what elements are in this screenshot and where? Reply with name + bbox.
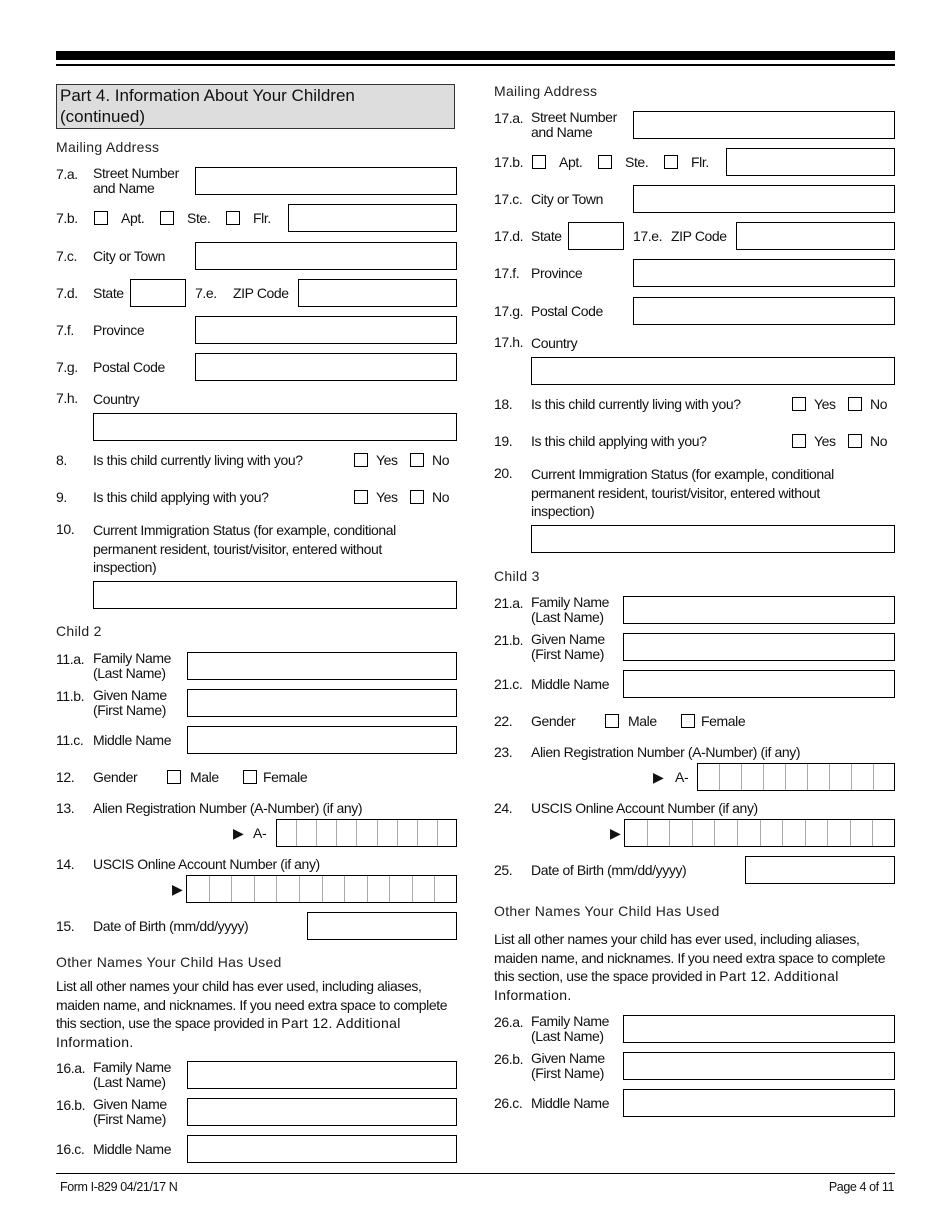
field-label-line: (Last Name) bbox=[531, 1028, 604, 1044]
item-number-14: 14. bbox=[56, 856, 75, 872]
uscis-account-input[interactable] bbox=[186, 875, 457, 903]
input-17-b-number[interactable] bbox=[726, 148, 895, 176]
instructions-paragraph bbox=[494, 930, 894, 1004]
page-number: Page 4 of 11 bbox=[828, 1180, 894, 1194]
checkbox-male[interactable] bbox=[605, 714, 619, 728]
checkbox-label-flr: Flr. bbox=[691, 154, 709, 170]
part-title: Part 4. Information About Your Children bbox=[60, 86, 355, 105]
state-label: State bbox=[93, 285, 124, 301]
header-rule-thick bbox=[56, 51, 895, 60]
digit-divider bbox=[209, 876, 210, 902]
digit-divider bbox=[741, 764, 742, 790]
field-label-line: Country bbox=[93, 391, 140, 407]
checkbox-yes[interactable] bbox=[792, 397, 806, 411]
input-21-c[interactable] bbox=[623, 670, 895, 698]
field-label-line: Given Name bbox=[531, 1050, 605, 1066]
input-26-a[interactable] bbox=[623, 1015, 895, 1043]
field-label-line: Given Name bbox=[93, 687, 167, 703]
digit-divider bbox=[805, 820, 806, 846]
item-number-13: 13. bbox=[56, 800, 75, 816]
question-label: Is this child currently living with you? bbox=[93, 452, 303, 468]
input-26-b[interactable] bbox=[623, 1052, 895, 1080]
input-11-c[interactable] bbox=[187, 726, 457, 754]
item-number-7-c: 7.c. bbox=[56, 248, 77, 264]
field-label-line: (First Name) bbox=[93, 702, 166, 718]
field-label bbox=[93, 390, 139, 409]
digit-divider bbox=[692, 820, 693, 846]
field-label: USCIS Online Account Number (if any) bbox=[531, 800, 758, 816]
item-number-26-a: 26.a. bbox=[494, 1014, 524, 1030]
item-number-zip: 17.e. bbox=[633, 228, 663, 244]
male-label: Male bbox=[628, 713, 657, 729]
digit-divider bbox=[782, 820, 783, 846]
field-label bbox=[93, 1097, 167, 1127]
checkbox-label-apt: Apt. bbox=[559, 154, 583, 170]
state-input[interactable] bbox=[568, 222, 624, 250]
gender-label: Gender bbox=[531, 713, 576, 729]
field-label: City or Town bbox=[531, 191, 603, 207]
checkbox-no[interactable] bbox=[410, 490, 424, 504]
arrow-icon: ▶ bbox=[172, 881, 183, 897]
a-number-prefix: A- bbox=[253, 825, 267, 841]
field-label-line: and Name bbox=[93, 180, 155, 196]
input-7-h[interactable] bbox=[93, 413, 457, 441]
digit-divider bbox=[827, 820, 828, 846]
field-label bbox=[531, 334, 577, 353]
input-10[interactable] bbox=[93, 581, 457, 609]
input-7-g[interactable] bbox=[195, 353, 457, 381]
digit-divider bbox=[851, 764, 852, 790]
digit-divider bbox=[389, 876, 390, 902]
digit-divider bbox=[231, 876, 232, 902]
question-label: Is this child currently living with you? bbox=[531, 396, 741, 412]
arrow-icon: ▶ bbox=[653, 769, 664, 785]
item-number-25: 25. bbox=[494, 862, 513, 878]
item-number-zip: 7.e. bbox=[195, 285, 217, 301]
section-subheading: Child 2 bbox=[56, 623, 102, 639]
digit-divider bbox=[647, 820, 648, 846]
checkbox-male[interactable] bbox=[167, 770, 181, 784]
field-label: Postal Code bbox=[93, 359, 165, 375]
checkbox-no[interactable] bbox=[848, 397, 862, 411]
field-label: Alien Registration Number (A-Number) (if any) bbox=[531, 744, 801, 760]
checkbox-female[interactable] bbox=[243, 770, 257, 784]
input-16-c[interactable] bbox=[187, 1135, 457, 1163]
gender-label: Gender bbox=[93, 769, 138, 785]
zip-code-input[interactable] bbox=[298, 279, 457, 307]
field-label-line: Street Number bbox=[531, 109, 617, 125]
field-label bbox=[531, 110, 617, 140]
digit-divider bbox=[417, 820, 418, 846]
state-label: State bbox=[531, 228, 562, 244]
digit-divider bbox=[850, 820, 851, 846]
digit-divider bbox=[785, 764, 786, 790]
input-20[interactable] bbox=[531, 525, 895, 553]
digit-divider bbox=[719, 764, 720, 790]
digit-divider bbox=[344, 876, 345, 902]
input-17-f[interactable] bbox=[633, 259, 895, 287]
a-number-input[interactable] bbox=[276, 819, 457, 847]
field-label-line: (Last Name) bbox=[93, 665, 166, 681]
item-number-26-c: 26.c. bbox=[494, 1095, 523, 1111]
part-heading bbox=[56, 84, 455, 129]
field-label-line: Country bbox=[531, 335, 578, 351]
instructions-text: List all other names your child has ever used, including aliases, maiden name, and nicknames. If you need extra space to complete this section, use the space provided in bbox=[56, 978, 448, 1031]
field-label-line: and Name bbox=[531, 124, 593, 140]
checkbox-no[interactable] bbox=[848, 434, 862, 448]
field-label-line: Street Number bbox=[93, 165, 179, 181]
digit-divider bbox=[669, 820, 670, 846]
checkbox-yes[interactable] bbox=[354, 490, 368, 504]
field-label bbox=[93, 651, 171, 681]
item-number-8: 8. bbox=[56, 452, 67, 468]
arrow-icon: ▶ bbox=[610, 825, 621, 841]
item-number-17-f: 17.f. bbox=[494, 265, 520, 281]
checkbox-label-ste: Ste. bbox=[625, 154, 649, 170]
no-label: No bbox=[870, 396, 888, 412]
field-label: Date of Birth (mm/dd/yyyy) bbox=[93, 918, 249, 934]
item-number-19: 19. bbox=[494, 433, 513, 449]
digit-divider bbox=[829, 764, 830, 790]
yes-label: Yes bbox=[376, 489, 398, 505]
part-continued: (continued) bbox=[60, 107, 146, 126]
input-17-c[interactable] bbox=[633, 185, 895, 213]
input-11-a[interactable] bbox=[187, 652, 457, 680]
checkbox-apt[interactable] bbox=[532, 155, 546, 169]
input-17-a[interactable] bbox=[633, 111, 895, 139]
item-number-22: 22. bbox=[494, 713, 513, 729]
field-label bbox=[93, 1060, 171, 1090]
input-7-b-number[interactable] bbox=[288, 204, 457, 232]
arrow-icon: ▶ bbox=[233, 825, 244, 841]
field-label: City or Town bbox=[93, 248, 165, 264]
digit-divider bbox=[276, 876, 277, 902]
no-label: No bbox=[432, 452, 450, 468]
digit-divider bbox=[299, 876, 300, 902]
digit-divider bbox=[367, 876, 368, 902]
field-label-line: inspection) bbox=[93, 559, 157, 575]
checkbox-yes[interactable] bbox=[354, 453, 368, 467]
field-label bbox=[531, 595, 609, 625]
uscis-account-input[interactable] bbox=[624, 819, 895, 847]
section-subheading: Other Names Your Child Has Used bbox=[494, 903, 720, 919]
field-label-line: Current Immigration Status (for example, conditional bbox=[93, 522, 396, 538]
input-17-h[interactable] bbox=[531, 357, 895, 385]
digit-divider bbox=[322, 876, 323, 902]
field-label: Middle Name bbox=[93, 732, 172, 748]
digit-divider bbox=[377, 820, 378, 846]
field-label: Middle Name bbox=[531, 676, 610, 692]
item-number-7-h: 7.h. bbox=[56, 390, 78, 406]
input-16-a[interactable] bbox=[187, 1061, 457, 1089]
field-label-line: permanent resident, tourist/visitor, entered without bbox=[93, 540, 382, 557]
checkbox-label-flr: Flr. bbox=[253, 210, 271, 226]
field-label: Province bbox=[93, 322, 145, 338]
item-number-16-c: 16.c. bbox=[56, 1141, 85, 1157]
field-label bbox=[93, 521, 396, 577]
instructions-paragraph bbox=[56, 977, 456, 1051]
field-label-line: (First Name) bbox=[531, 646, 604, 662]
digit-divider bbox=[434, 876, 435, 902]
field-label bbox=[531, 465, 834, 521]
female-label: Female bbox=[263, 769, 308, 785]
field-label: Alien Registration Number (A-Number) (if any) bbox=[93, 800, 363, 816]
field-label-line: permanent resident, tourist/visitor, entered without bbox=[531, 484, 820, 501]
digit-divider bbox=[397, 820, 398, 846]
digit-divider bbox=[763, 764, 764, 790]
field-label-line: Family Name bbox=[93, 650, 172, 666]
item-number-11-c: 11.c. bbox=[56, 732, 84, 748]
digit-divider bbox=[316, 820, 317, 846]
field-label: USCIS Online Account Number (if any) bbox=[93, 856, 320, 872]
checkbox-label-ste: Ste. bbox=[187, 210, 211, 226]
no-label: No bbox=[432, 489, 450, 505]
checkbox-ste[interactable] bbox=[598, 155, 612, 169]
male-label: Male bbox=[190, 769, 219, 785]
footer-rule bbox=[56, 1173, 895, 1174]
checkbox-female[interactable] bbox=[681, 714, 695, 728]
digit-divider bbox=[412, 876, 413, 902]
item-number-17-g: 17.g. bbox=[494, 303, 524, 319]
item-number-24: 24. bbox=[494, 800, 513, 816]
digit-divider bbox=[336, 820, 337, 846]
field-label bbox=[531, 1014, 609, 1044]
field-label-line: Given Name bbox=[93, 1096, 167, 1112]
field-label-line: Family Name bbox=[531, 1013, 610, 1029]
field-label-line: Given Name bbox=[531, 631, 605, 647]
field-label-line: (First Name) bbox=[93, 1111, 166, 1127]
item-number-11-b: 11.b. bbox=[56, 688, 85, 704]
part-12-reference: Part 12. Additional Information. bbox=[494, 968, 839, 1003]
checkbox-ste[interactable] bbox=[160, 211, 174, 225]
item-number-15: 15. bbox=[56, 918, 75, 934]
field-label: Middle Name bbox=[531, 1095, 610, 1111]
item-number-20: 20. bbox=[494, 465, 513, 481]
digit-divider bbox=[807, 764, 808, 790]
zip-label: ZIP Code bbox=[233, 285, 289, 301]
item-number-7-b: 7.b. bbox=[56, 210, 78, 226]
instructions-text: List all other names your child has ever used, including aliases, maiden name, and nicknames. If you need extra space to complete this section, use the space provided in bbox=[494, 931, 886, 984]
item-number-23: 23. bbox=[494, 744, 513, 760]
zip-label: ZIP Code bbox=[671, 228, 727, 244]
yes-label: Yes bbox=[814, 433, 836, 449]
field-label bbox=[531, 632, 605, 662]
field-label-line: Current Immigration Status (for example, conditional bbox=[531, 466, 834, 482]
field-label bbox=[93, 166, 179, 196]
no-label: No bbox=[870, 433, 888, 449]
field-label-line: (First Name) bbox=[531, 1065, 604, 1081]
field-label: Postal Code bbox=[531, 303, 603, 319]
digit-divider bbox=[714, 820, 715, 846]
item-number-10: 10. bbox=[56, 521, 75, 537]
digit-divider bbox=[737, 820, 738, 846]
state-input[interactable] bbox=[130, 279, 186, 307]
a-number-prefix: A- bbox=[675, 769, 689, 785]
a-number-input[interactable] bbox=[697, 763, 895, 791]
field-label-line: inspection) bbox=[531, 503, 595, 519]
item-number-21-c: 21.c. bbox=[494, 676, 523, 692]
item-number-11-a: 11.a. bbox=[56, 651, 85, 667]
item-number-18: 18. bbox=[494, 396, 513, 412]
digit-divider bbox=[296, 820, 297, 846]
item-number-21-b: 21.b. bbox=[494, 632, 524, 648]
input-7-f[interactable] bbox=[195, 316, 457, 344]
item-number-16-a: 16.a. bbox=[56, 1060, 86, 1076]
field-label-line: Family Name bbox=[531, 594, 610, 610]
item-number-17-a: 17.a. bbox=[494, 110, 524, 126]
item-number-17-d: 17.d. bbox=[494, 228, 524, 244]
item-number-16-b: 16.b. bbox=[56, 1097, 86, 1113]
digit-divider bbox=[760, 820, 761, 846]
item-number-17-h: 17.h. bbox=[494, 334, 524, 350]
input-21-a[interactable] bbox=[623, 596, 895, 624]
question-label: Is this child applying with you? bbox=[93, 489, 269, 505]
field-label: Middle Name bbox=[93, 1141, 172, 1157]
date-of-birth-input[interactable] bbox=[745, 856, 895, 884]
field-label: Date of Birth (mm/dd/yyyy) bbox=[531, 862, 687, 878]
checkbox-flr[interactable] bbox=[664, 155, 678, 169]
part-12-reference: Part 12. Additional Information. bbox=[56, 1015, 401, 1050]
item-number-9: 9. bbox=[56, 489, 67, 505]
checkbox-label-apt: Apt. bbox=[121, 210, 145, 226]
digit-divider bbox=[872, 820, 873, 846]
question-label: Is this child applying with you? bbox=[531, 433, 707, 449]
checkbox-apt[interactable] bbox=[94, 211, 108, 225]
field-label-line: (Last Name) bbox=[531, 609, 604, 625]
field-label: Province bbox=[531, 265, 583, 281]
field-label bbox=[531, 1051, 605, 1081]
field-label-line: Family Name bbox=[93, 1059, 172, 1075]
yes-label: Yes bbox=[814, 396, 836, 412]
section-subheading: Mailing Address bbox=[56, 139, 160, 155]
digit-divider bbox=[873, 764, 874, 790]
date-of-birth-input[interactable] bbox=[307, 912, 457, 940]
section-subheading: Mailing Address bbox=[494, 83, 598, 99]
digit-divider bbox=[437, 820, 438, 846]
item-number-7-a: 7.a. bbox=[56, 166, 78, 182]
section-subheading: Child 3 bbox=[494, 568, 540, 584]
input-21-b[interactable] bbox=[623, 633, 895, 661]
header-rule-thin bbox=[56, 64, 895, 66]
item-number-21-a: 21.a. bbox=[494, 595, 524, 611]
item-number-7-f: 7.f. bbox=[56, 322, 74, 338]
item-number-26-b: 26.b. bbox=[494, 1051, 524, 1067]
item-number-12: 12. bbox=[56, 769, 75, 785]
section-subheading: Other Names Your Child Has Used bbox=[56, 954, 282, 970]
input-7-a[interactable] bbox=[195, 167, 457, 195]
field-label-line: (Last Name) bbox=[93, 1074, 166, 1090]
item-number-17-b: 17.b. bbox=[494, 154, 524, 170]
checkbox-yes[interactable] bbox=[792, 434, 806, 448]
yes-label: Yes bbox=[376, 452, 398, 468]
female-label: Female bbox=[701, 713, 746, 729]
input-17-g[interactable] bbox=[633, 297, 895, 325]
field-label bbox=[93, 688, 167, 718]
item-number-7-g: 7.g. bbox=[56, 359, 78, 375]
input-7-c[interactable] bbox=[195, 242, 457, 270]
digit-divider bbox=[254, 876, 255, 902]
zip-code-input[interactable] bbox=[736, 222, 895, 250]
input-16-b[interactable] bbox=[187, 1098, 457, 1126]
input-11-b[interactable] bbox=[187, 689, 457, 717]
input-26-c[interactable] bbox=[623, 1089, 895, 1117]
checkbox-flr[interactable] bbox=[226, 211, 240, 225]
digit-divider bbox=[356, 820, 357, 846]
checkbox-no[interactable] bbox=[410, 453, 424, 467]
item-number-17-c: 17.c. bbox=[494, 191, 523, 207]
item-number-7-d: 7.d. bbox=[56, 285, 78, 301]
form-id: Form I-829 04/21/17 N bbox=[60, 1180, 178, 1194]
